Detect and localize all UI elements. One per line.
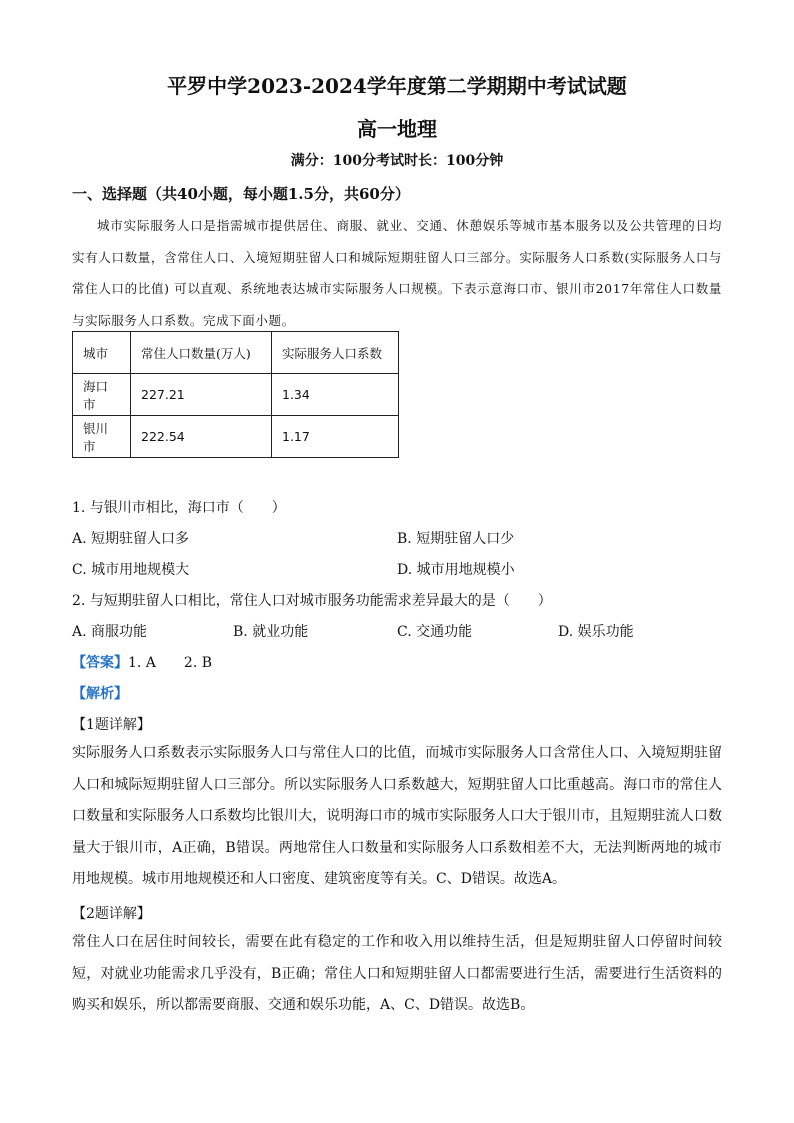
- subject-title: 高一地理: [357, 117, 437, 141]
- question-1-option-b: B. 短期驻留人口少: [397, 531, 515, 547]
- table-cell: 1.17: [272, 416, 399, 458]
- detail-1-text: 实际服务人口系数表示实际服务人口与常住人口的比值，而城市实际服务人口含常住人口、入境短期驻留人口和城际短期驻留人口三部分。所以实际服务人口系数越大，短期驻留人口比重越高。海口市的常住人口数量和实际服务人口系数均比银川大，说明海口市的城市实际服务人口大于银川市，且短期驻流人口数量大于银川市，A正确，B错误。两地常住人口数量和实际服务人口系数相差不大，无法判断两地的城市用地规模。城市用地规模还和人口密度、建筑密度等有关。C、D错误。故选A。: [72, 745, 722, 887]
- question-2-option-b: B. 就业功能: [233, 624, 309, 640]
- question-2-option-a: A. 商服功能: [72, 624, 148, 640]
- question-1-option-a: A. 短期驻留人口多: [72, 531, 190, 547]
- question-1-option-d: D. 城市用地规模小: [397, 562, 515, 578]
- table-cell: 222.54: [131, 416, 272, 458]
- table-header-row: [73, 332, 399, 374]
- detail-2-text: 常住人口在居住时间较长，需要在此有稳定的工作和收入用以维持生活，但是短期驻留人口停留时间较短，对就业功能需求几乎没有，B正确；常住人口和短期驻留人口都需要进行生活，需要进行生活资料的购买和娱乐，所以都需要商服、交通和娱乐功能，A、C、D错误。故选B。: [72, 934, 722, 1013]
- question-2-option-d: D. 娱乐功能: [558, 624, 634, 640]
- table-cell: 227.21: [131, 374, 272, 416]
- question-2-option-c: C. 交通功能: [397, 624, 473, 640]
- detail-1-heading: 【1题详解】: [72, 717, 151, 733]
- table-header-cell: 实际服务人口系数: [272, 332, 399, 374]
- table-row: [73, 374, 399, 416]
- section-heading: 一、选择题（共40小题，每小题1.5分，共60分）: [72, 185, 410, 203]
- table-cell: 海口市: [73, 374, 131, 416]
- answer-line: [72, 652, 212, 672]
- question-1-option-c: C. 城市用地规模大: [72, 562, 190, 578]
- question-1-stem: 1. 与银川市相比，海口市（ ）: [72, 500, 286, 516]
- detail-2-heading: 【2题详解】: [72, 906, 151, 922]
- table-cell: 1.34: [272, 374, 399, 416]
- answer-tag: 【答案】: [72, 655, 128, 671]
- table-cell: 银川市: [73, 416, 131, 458]
- exam-title: 平罗中学2023-2024学年度第二学期期中考试试题: [167, 74, 627, 98]
- exam-meta: 满分：100分考试时长：100分钟: [290, 153, 504, 169]
- table-header-cell: 常住人口数量(万人): [131, 332, 272, 374]
- analysis-tag: 【解析】: [72, 686, 128, 702]
- table-header-cell: 城市: [73, 332, 131, 374]
- question-2-stem: 2. 与短期驻留人口相比，常住人口对城市服务功能需求差异最大的是（ ）: [72, 593, 552, 609]
- passage-text: 城市实际服务人口是指需城市提供居住、商服、就业、交通、休憩娱乐等城市基本服务以及公共管理的日均实有人口数量，含常住人口、入境短期驻留人口和城际短期驻留人口三部分。实际服务人口系数(实际服务人口与常住人口的比值) 可以直观、系统地表达城市实际服务人口规模。下表示意海口市、银川市2017年常住人口数量与实际服务人口系数。完成下面小题。: [72, 218, 722, 328]
- answer-text: 1. A 2. B: [128, 655, 213, 671]
- population-table: [72, 331, 399, 458]
- table-row: [73, 416, 399, 458]
